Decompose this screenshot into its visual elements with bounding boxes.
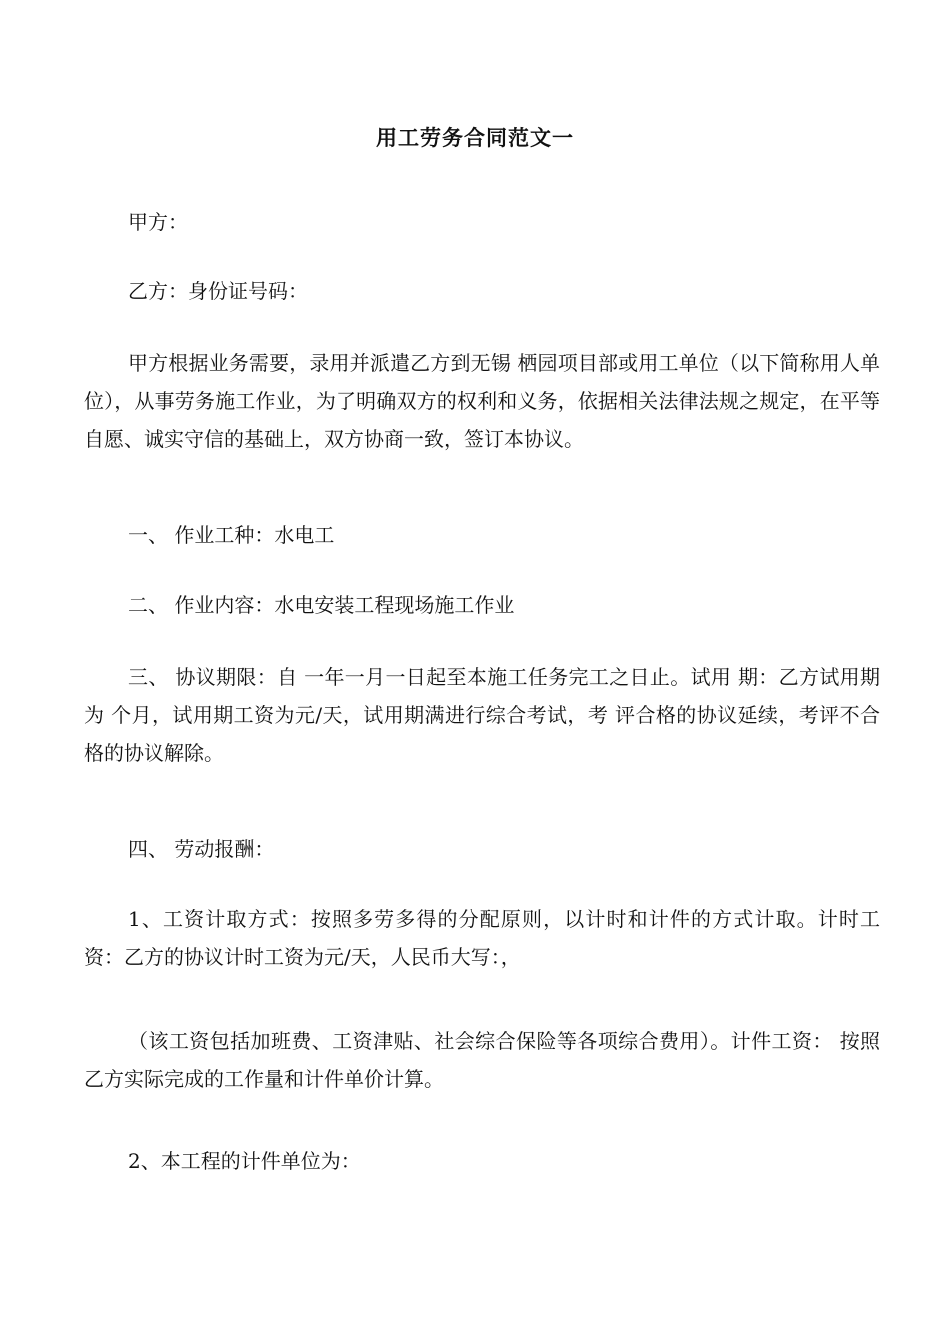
- section-job-type: 一、 作业工种：水电工: [128, 523, 335, 547]
- section-remuneration: 四、 劳动报酬：: [128, 837, 275, 861]
- clause-wage-note: （该工资包括加班费、工资津贴、社会综合保险等各项综合费用）。计件工资： 按照乙方实际完成的工作量和计件单价计算。: [84, 1029, 880, 1091]
- intro-paragraph: 甲方根据业务需要，录用并派遣乙方到无锡 栖园项目部或用工单位（以下简称用人单位），从事劳务施工作业，为了明确双方的权利和义务，依据相关法律法规之规定，在平等自愿、诚实守信的基础上，双方协商一致，签订本协议。: [84, 351, 880, 451]
- party-a-line: 甲方：: [128, 210, 188, 234]
- party-b-line: 乙方：身份证号码：: [128, 279, 308, 303]
- clause-piece-unit: 2、本工程的计件单位为：: [128, 1149, 361, 1173]
- clause-wage-method: 1、工资计取方式：按照多劳多得的分配原则，以计时和计件的方式计取。计时工资：乙方的协议计时工资为元/天，人民币大写：，: [84, 907, 880, 969]
- section-contract-term: 三、 协议期限：自 一年一月一日起至本施工任务完工之日止。试用 期：乙方试用期为 个月，试用期工资为元/天，试用期满进行综合考试，考 评合格的协议延续，考评不合格的协议解除。: [84, 665, 880, 765]
- document-title: 用工劳务合同范文一: [376, 126, 574, 150]
- section-job-content: 二、 作业内容：水电安装工程现场施工作业: [128, 593, 515, 617]
